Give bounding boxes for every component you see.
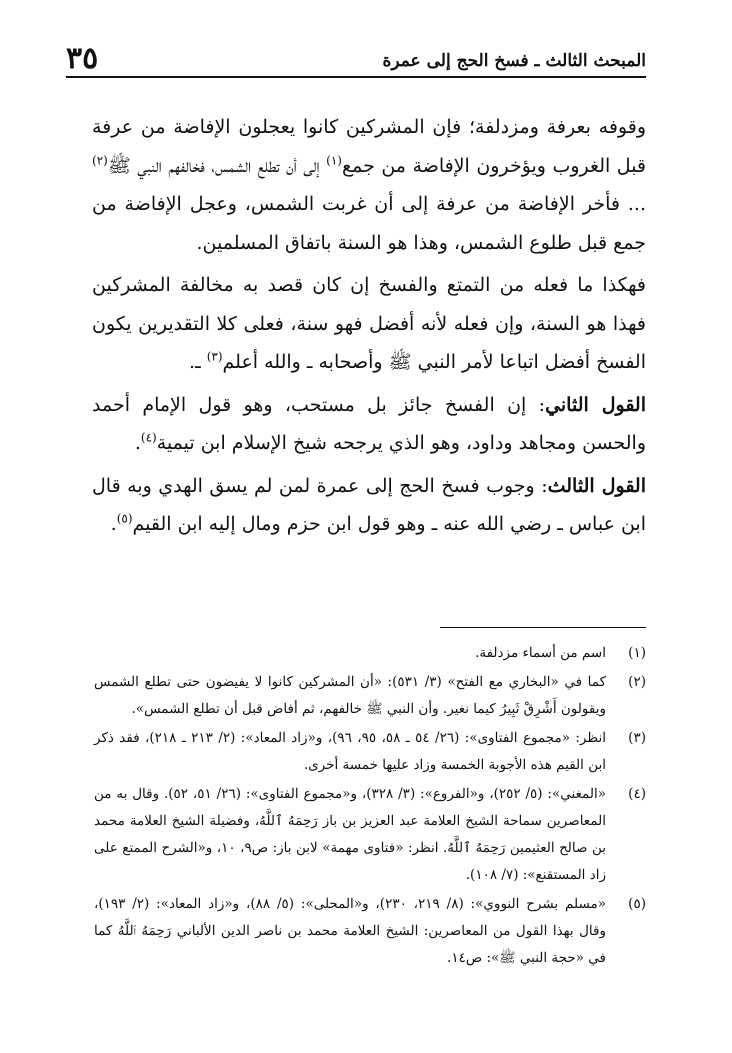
footnote-item — [94, 891, 646, 972]
footnote-number: (١) — [628, 645, 646, 661]
footnote-ref[interactable]: (١) — [326, 153, 342, 168]
footnote-item — [94, 725, 646, 779]
paragraph-text: ... فأخر الإفاضة من عرفة إلى أن غربت الشمس، وعجل الإفاضة من جمع قبل طلوع الشمس، وهذا هو السنة باتفاق المسلمين. — [92, 193, 646, 254]
paragraph-text: : وجوب فسخ الحج إلى عمرة لمن لم يسق الهدي وبه قال ابن عباس ـ رضي الله عنه ـ وهو قول ابن حزم ومال إليه ابن القيم — [92, 474, 646, 535]
footnote-text: «المغني»: (٥/ ٢٥٢)، و«الفروع»: (٣/ ٣٢٨)، و«مجموع الفتاوى»: (٢٦/ ٥١، ٥٢). وقال به من المعاصرين سماحة الشيخ العلامة عبد العزيز بن باز رَحِمَهُ ٱللَّهُ، وفضيلة الشيخ العلامة محمد بن صالح العثيمين رَحِمَهُ ٱللَّهُ. انظر: «فتاوى مهمة» لابن باز: ص٩، ١٠، و«الشرح الممتع على زاد المستقنع»: (٧/ ١٠٨). — [94, 786, 606, 883]
paragraph-3 — [92, 386, 646, 463]
footnote-text: انظر: «مجموع الفتاوى»: (٢٦/ ٥٤ ـ ٥٨، ٩٥، ٩٦)، و«زاد المعاد»: (٢/ ٢١٣ ـ ٢١٨)، فقد ذكر ابن القيم هذه الأجوبة الخمسة وزاد عليها خمسة أخرى. — [94, 730, 606, 773]
header-divider — [66, 76, 646, 78]
paragraph-2 — [92, 266, 646, 382]
footnote-ref[interactable]: (٥) — [116, 511, 133, 526]
paragraph-1 — [92, 108, 646, 262]
paragraph-text: إلى أن تطلع الشمس، فخالفهم النبي ﷺ — [107, 154, 327, 177]
footnote-number: (٤) — [628, 786, 646, 802]
footnote-number: (٣) — [628, 730, 646, 746]
paragraph-text: : إن الفسخ جائز بل مستحب، وهو قول الإمام أحمد والحسن ومجاهد وداود، وهو الذي يرجحه شيخ الإسلام ابن تيمية — [92, 393, 646, 454]
opinion-heading: القول الثالث — [547, 474, 646, 497]
paragraph-text: ـ. — [189, 351, 207, 373]
opinion-heading: القول الثاني — [545, 393, 646, 416]
page-header — [66, 34, 646, 74]
footnote-item — [94, 781, 646, 889]
paragraph-text: فهكذا ما فعله من التمتع والفسخ إن كان قصد به مخالفة المشركين فهذا هو السنة، وإن فعله لأنه أفضل فهو سنة، فعلى كلا التقديرين يكون الفسخ أفضل اتباعا لأمر النبي ﷺ وأصحابه ـ والله أعلم — [92, 274, 646, 373]
footnote-ref[interactable]: (٣) — [206, 349, 223, 364]
footnote-ref[interactable]: (٢) — [92, 153, 108, 168]
footnote-ref[interactable]: (٤) — [140, 430, 157, 445]
main-text — [92, 108, 646, 548]
footnote-number: (٢) — [628, 674, 646, 690]
footnote-text: كما في «البخاري مع الفتح» (٣/ ٥٣١): «أن المشركين كانوا لا يفيضون حتى تطلع الشمس ويقولون أَشْرِقْ ثَبِيرُ كيما نغير. وأن النبي ﷺ خالفهم، ثم أفاض قبل أن تطلع الشمس». — [94, 674, 607, 717]
footnote-text: «مسلم بشرح النووي»: (٨/ ٢١٩، ٢٣٠)، و«المحلى»: (٥/ ٨٨)، و«زاد المعاد»: (٢/ ١٩٣)، وقال بهذا القول من المعاصرين: الشيخ العلامة محمد بن ناصر الدين الألباني رَحِمَهُ ٱللَّهُ كما في «حجة النبي ﷺ»: ص١٤. — [94, 896, 606, 966]
page-number: ٣٥ — [66, 41, 99, 76]
footnote-item — [94, 640, 646, 667]
footnote-text: اسم من أسماء مزدلفة. — [475, 645, 606, 661]
running-title: المبحث الثالث ـ فسخ الحج إلى عمرة — [382, 51, 646, 71]
footnote-item — [94, 669, 646, 723]
paragraph-text: . — [134, 432, 141, 454]
footnote-divider — [440, 627, 646, 628]
paragraph-text: وقوفه بعرفة ومزدلفة؛ فإن المشركين كانوا يعجلون الإفاضة من عرفة قبل الغروب ويؤخرون الإفاضة من جمع — [92, 116, 647, 177]
paragraph-text: . — [110, 513, 117, 535]
footnote-number: (٥) — [628, 896, 646, 912]
paragraph-4 — [92, 467, 646, 544]
footnotes — [94, 640, 646, 974]
